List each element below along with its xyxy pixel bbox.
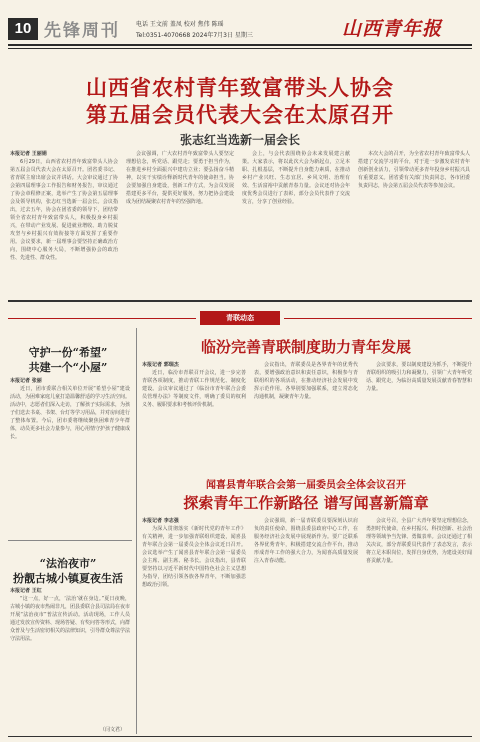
article2-byline: 本报记者 郭瑞杰 [142,362,179,368]
page-number: 10 [8,18,38,40]
article3-kicker: 闻喜县青年联合会第一届委员会全体会议召开 [206,480,406,491]
article3-headline: 探索青年工作新路径 谱写闻喜新篇章 [183,494,429,512]
article3-column-2: 会议强调，新一届青联委员要深刻认识肩负的责任使命，围绕县委县政府中心工作，在服务经济社会发展中展现新作为。要广泛联系各界优秀青年，积极搭建交流合作平台，推动形成青年工作的强大合力，为闻喜高质量发展注入青春动能。 [254,518,358,564]
lead-column-3: 会上，与会代表围绕协会未来发展建言献策。大家表示，将以此次大会为新起点，立足本职、扎根基层，不断提升自身能力素质，在推动乡村产业兴旺、生态宜居、乡风文明、治理有效、生活富裕中贡献青春力量。会议还对协会年度优秀会员进行了表彰，部分会员代表作了交流发言，分享了创业经验。 [242,151,350,205]
sidebar-article1-title-line2: 共建一个“小屋” [28,361,108,374]
article2-column-3: 会议要求，要以制度建设为抓手，不断提升青联组织的吸引力和凝聚力，引领广大青年听党话、跟党走，为临汾高质量发展贡献青春智慧和力量。 [366,362,472,392]
date-line: Tel:0351-4070668 2024年7月3日 星期三 [136,32,253,39]
section-title: 先锋周刊 [44,21,120,41]
lead-headline-line1: 山西省农村青年致富带头人协会 [86,75,394,100]
section-band-label: 青联动态 [200,311,280,325]
masthead [0,0,480,46]
article3-column-1: 为深入贯彻落实《新时代党的青年工作》有关精神，进一步加强青联组织建设，闻喜县青年联合会第一届委员会全体会议近日召开。会议选举产生了闻喜县青年联合会第一届委员会主席、副主席、秘书长。会议指出，县青联要坚持以习近平新时代中国特色社会主义思想为指导，团结引领各族各界青年，不断加强思想政治引领。 [142,526,246,588]
article2-headline: 临汾完善青联制度助力青年发展 [200,338,411,356]
lead-headline-line2: 第五届会员代表大会在太原召开 [86,102,394,127]
sidebar-article1-title-line1: 守护一份“希望” [28,346,108,359]
article3-column-3: 会议号召，全县广大青年要坚定理想信念，勇担时代使命，在乡村振兴、科技创新、社会治理等领域争当先锋、勇做表率。会议还通过了相关决议，部分青联委员代表作了表态发言，表示将立足本职岗位，发挥自身优势，为建设美好闻喜贡献力量。 [366,518,472,564]
lead-column-4: 本次大会的召开，为全省农村青年致富带头人搭建了交流学习的平台，对于进一步激发农村青年创新创业活力，引领带动更多青年投身乡村振兴具有重要意义。团省委有关部门负责同志，各市团委负责同志，协会第五届会员代表等参加会议。 [358,151,470,189]
sidebar-article2-byline: 本报记者 王红 [10,588,42,594]
editor-line: 电话 王文前 盖凤 校对 焦伟 陈瑶 [136,21,224,28]
masthead-rule [8,44,472,46]
sidebar-separator [8,540,132,541]
masthead-rule-thin [8,48,472,49]
band-line-left [8,318,196,319]
article3-byline: 本报记者 李志强 [142,518,179,524]
lead-column-2: 会议强调，广大农村青年致富带头人要坚定理想信念，听党话、跟党走；要勇于担当作为，在推进乡村全面振兴中建功立业；要弘扬奋斗精神，以实干实绩诠释新时代青年的使命担当。协会要加强自身建设，创新工作方式，为会员发展搭建更多平台，提供更好服务，努力把协会建设成为团结凝聚农村青年的坚强阵地。 [126,151,234,205]
footer-rule [8,736,472,737]
column-divider [136,328,137,734]
lead-byline: 本报记者 王丽娟 [10,151,47,157]
sidebar-article1-byline: 本报记者 张丽 [10,378,42,384]
sidebar-article2-title-line1: “法治夜市” [39,557,97,570]
sidebar-article1-body: 近日，团市委联合相关单位开展“希望小屋”建设活动，为困难家庭儿童打造温馨舒适的学习生活空间。活动中，志愿者们深入走访，了解孩子实际需求，为孩子们送去书桌、书架、台灯等学习用品，并对房间进行了整体布置。今后，团市委将继续聚焦困难青少年群体，动员更多社会力量参与，用心用情守护孩子健康成长。 [10,386,130,440]
lead-column-1: 6月29日，山西省农村青年致富带头人协会第五届会员代表大会在太原召开。团省委书记、省青联主席出席会议并讲话。大会审议通过了协会第四届理事会工作报告和财务报告，审议通过了协会章程修正案，选举产生了协会第五届理事会及领导机构，张志红当选新一届会长。会议指出，过去五年，协会在团省委的领导下，团结带领全省农村青年致富带头人，积极投身乡村振兴，在带动产业发展、促进就业增收、助力脱贫攻坚与乡村振兴有效衔接等方面发挥了重要作用。会议要求，新一届理事会要坚持正确政治方向，围绕中心服务大局，不断增强协会的政治性、先进性、群众性。 [10,159,118,261]
article2-column-2: 会议指出，青联委员是各界青年的优秀代表，要增强政治意识和责任意识，积极参与青联组织的各项活动，在推动经济社会发展中发挥示范作用。各界别要加强联系，建立常态化沟通机制，凝聚青年力量。 [254,362,358,400]
sidebar-article2-body: “这一点，好一点，‘法治’就在身边。”夏日夜晚，古城小镇的夜市热闹非凡，团县委联合县司法局在夜市开展“法治夜市”普法宣传活动。活动现场，工作人员通过发放宣传资料、现场答疑、有奖问答等形式，向群众普及与生活密切相关的法律知识，引导群众尊法学法守法用法。 [10,596,130,642]
article2-column-1: 近日，临汾市青联召开会议，进一步完善青联各项制度，推动青联工作规范化、制度化建设。会议审议通过了《临汾市青年联合会委员管理办法》等制度文件，明确了委员的权利义务、履职要求和考核评价机制。 [142,370,246,408]
lead-subheadline: 张志红当选新一届会长 [179,133,300,147]
sidebar-article2-sign: （闫文君） [100,727,126,733]
section-divider [8,300,472,302]
band-line-right [284,318,472,319]
newspaper-logo: 山西青年报 [342,18,443,40]
sidebar-article2-title-line2: 扮靓古城小镇夏夜生活 [13,572,123,585]
